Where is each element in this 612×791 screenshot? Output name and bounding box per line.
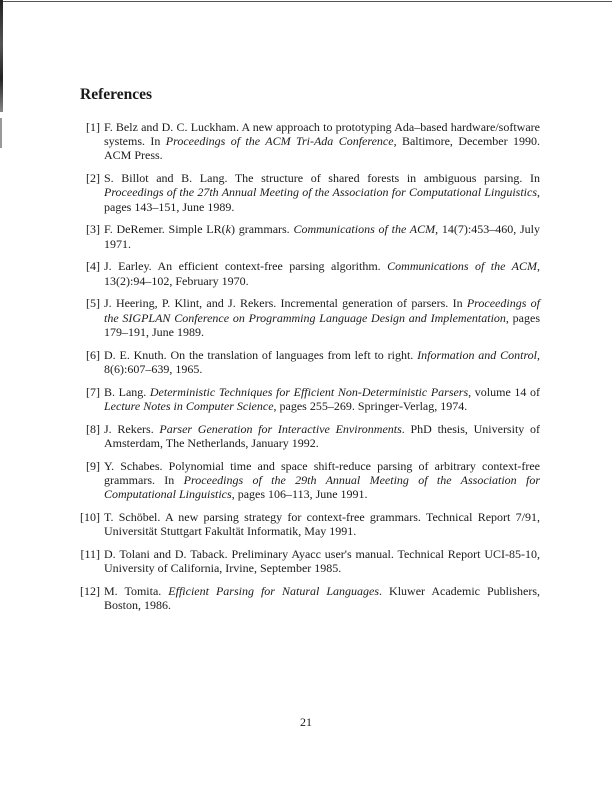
reference-text: , 8(6):607–639, 1965. bbox=[104, 347, 540, 376]
reference-text: , 13(2):94–102, February 1970. bbox=[104, 259, 540, 288]
reference-text: F. DeRemer. Simple LR( bbox=[104, 222, 226, 237]
reference-text: , pages 143–151, June 1989. bbox=[104, 185, 540, 214]
reference-text: J. Rekers. bbox=[104, 421, 160, 436]
reference-text: B. Lang. bbox=[104, 384, 150, 399]
reference-title-italic: Efficient Parsing for Natural Languages bbox=[168, 583, 380, 598]
reference-text: Y. Schabes. Polynomial time and space shift-reduce parsing of arbitrary context-free grammars. In bbox=[104, 458, 540, 487]
reference-title-italic: k bbox=[225, 222, 231, 237]
reference-entry bbox=[80, 259, 540, 287]
reference-entry bbox=[80, 459, 540, 502]
reference-label: [10] bbox=[80, 509, 100, 524]
reference-label: [3] bbox=[86, 222, 100, 237]
reference-title-italic: Proceedings of the 29th Annual Meeting of the Association for Computational Linguistics bbox=[104, 472, 540, 502]
reference-entry bbox=[80, 510, 540, 538]
reference-title-italic: Deterministic Techniques for Efficient Non-Deterministic Parsers bbox=[149, 384, 469, 399]
reference-label: [4] bbox=[86, 259, 100, 274]
reference-label: [6] bbox=[86, 347, 100, 362]
reference-entry bbox=[80, 171, 540, 214]
reference-text: . Kluwer Academic Publishers, Boston, 1986. bbox=[104, 583, 541, 613]
reference-text: S. Billot and B. Lang. The structure of shared forests in ambiguous parsing. In bbox=[104, 171, 540, 186]
section-heading: References bbox=[80, 86, 153, 103]
reference-title-italic: Communications of the ACM bbox=[293, 222, 436, 237]
reference-title-italic: Proceedings of the ACM Tri-Ada Conference bbox=[165, 134, 394, 149]
reference-text: , volume 14 of bbox=[468, 384, 540, 399]
reference-text: , pages 106–113, June 1991. bbox=[231, 487, 368, 502]
reference-entry bbox=[80, 422, 540, 450]
reference-text: D. Tolani and D. Taback. Preliminary Ayacc user's manual. Technical Report UCI-85-10, University of California, Irvine, September 1985. bbox=[104, 546, 540, 576]
scan-top-edge bbox=[0, 1, 612, 2]
reference-label: [8] bbox=[86, 421, 100, 436]
reference-label: [12] bbox=[80, 583, 100, 598]
reference-text: M. Tomita. bbox=[104, 583, 169, 598]
reference-text: ) grammars. bbox=[230, 222, 294, 237]
reference-text: D. E. Knuth. On the translation of languages from left to right. bbox=[104, 347, 418, 362]
reference-label: [9] bbox=[86, 458, 100, 473]
reference-label: [2] bbox=[86, 171, 100, 186]
reference-text: J. Earley. An efficient context-free parsing algorithm. bbox=[104, 259, 388, 274]
reference-entry bbox=[80, 584, 540, 612]
reference-title-italic: Communications of the ACM bbox=[387, 259, 537, 274]
page-number: 21 bbox=[300, 715, 312, 729]
reference-entry bbox=[80, 222, 540, 250]
reference-title-italic: Proceedings of the 27th Annual Meeting of the Association for Computational Linguistics bbox=[104, 185, 537, 200]
reference-text: T. Schöbel. A new parsing strategy for context-free grammars. Technical Report 7/91, Universität Stuttgart Fakultät Informatik, May 1991. bbox=[104, 509, 540, 539]
reference-text: , pages 179–191, June 1989. bbox=[104, 310, 540, 339]
reference-text: J. Heering, P. Klint, and J. Rekers. Incremental generation of parsers. In bbox=[104, 296, 467, 311]
reference-label: [11] bbox=[80, 546, 100, 561]
reference-title-italic: Proceedings of the SIGPLAN Conference on Programming Language Design and Implementation bbox=[104, 296, 540, 325]
reference-text: . PhD thesis, University of Amsterdam, The Netherlands, January 1992. bbox=[104, 421, 540, 450]
reference-list bbox=[80, 120, 540, 621]
reference-label: [5] bbox=[86, 296, 100, 311]
reference-entry bbox=[80, 385, 540, 413]
reference-label: [1] bbox=[86, 120, 100, 134]
reference-title-italic: Parser Generation for Interactive Environments bbox=[159, 421, 402, 436]
scan-left-edge-mark bbox=[0, 0, 3, 112]
reference-entry bbox=[80, 296, 540, 339]
reference-text: , Baltimore, December 1990. ACM Press. bbox=[104, 134, 541, 163]
reference-title-italic: Information and Control bbox=[417, 347, 537, 362]
reference-text: F. Belz and D. C. Luckham. A new approach to prototyping Ada–based hardware/software systems. In bbox=[104, 120, 540, 149]
reference-text: , pages 255–269. Springer-Verlag, 1974. bbox=[273, 398, 468, 413]
scan-left-edge-mark bbox=[0, 118, 2, 148]
reference-entry bbox=[80, 547, 540, 575]
reference-entry bbox=[80, 120, 540, 163]
reference-entry bbox=[80, 348, 540, 376]
reference-title-italic: Lecture Notes in Computer Science bbox=[104, 398, 274, 413]
reference-label: [7] bbox=[86, 384, 100, 399]
reference-text: , 14(7):453–460, July 1971. bbox=[104, 222, 540, 251]
